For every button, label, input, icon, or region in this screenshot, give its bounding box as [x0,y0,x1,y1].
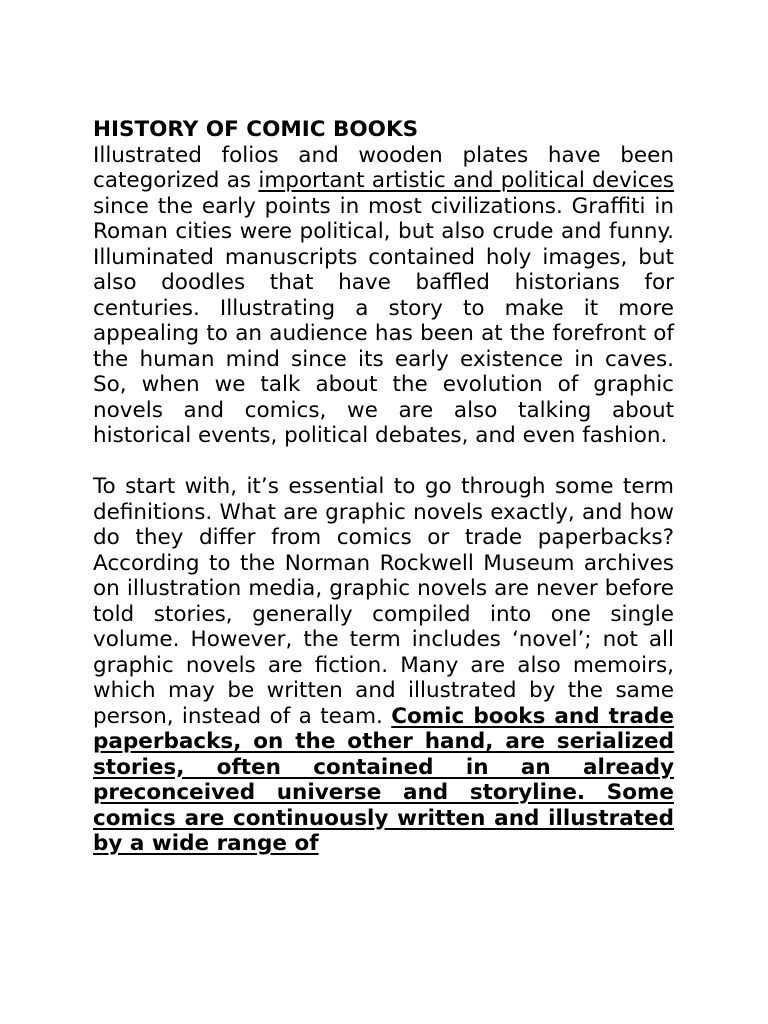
paragraph-2-text: To start with, it’s essential to go through some term definitions. What are graphic novels exactly, and how do they differ from comics or trade paperbacks? According to the Norman Rockwell Museum archives on illustration media, graphic novels are never before told stories, generally compiled into one single volume. However, the term includes ‘novel’; not all graphic novels are fiction. Many are also memoirs, which may be written and illustrated by the same person, instead of a team. [93,474,674,729]
paragraph-history-intro [93,143,674,449]
paragraph-definitions [93,474,674,857]
paragraph-1-text-end: since the early points in most civilizations. Graffiti in Roman cities were political, but also crude and funny. Illuminated manuscripts contained holy images, but also doodles that have baffled historians for centuries. Illustrating a story to make it more appealing to an audience has been at the forefront of the human mind since its early existence in caves. So, when we talk about the evolution of graphic novels and comics, we are also talking about historical events, political debates, and even fashion. [93,193,674,448]
document-page [93,117,674,857]
document-title: HISTORY OF COMIC BOOKS [93,117,419,142]
bold-underlined-passage: Comic books and trade paperbacks, on the other hand, are serialized stories, often contained in an already preconceived universe and storyline. Some comics are continuously written and illustrated by a wide range of [93,703,674,856]
paragraph-spacer [93,449,674,475]
underlined-phrase: important artistic and political devices [258,168,674,193]
paragraph-1-text-start: Illustrated folios and wooden plates have been categorized as [93,142,674,193]
